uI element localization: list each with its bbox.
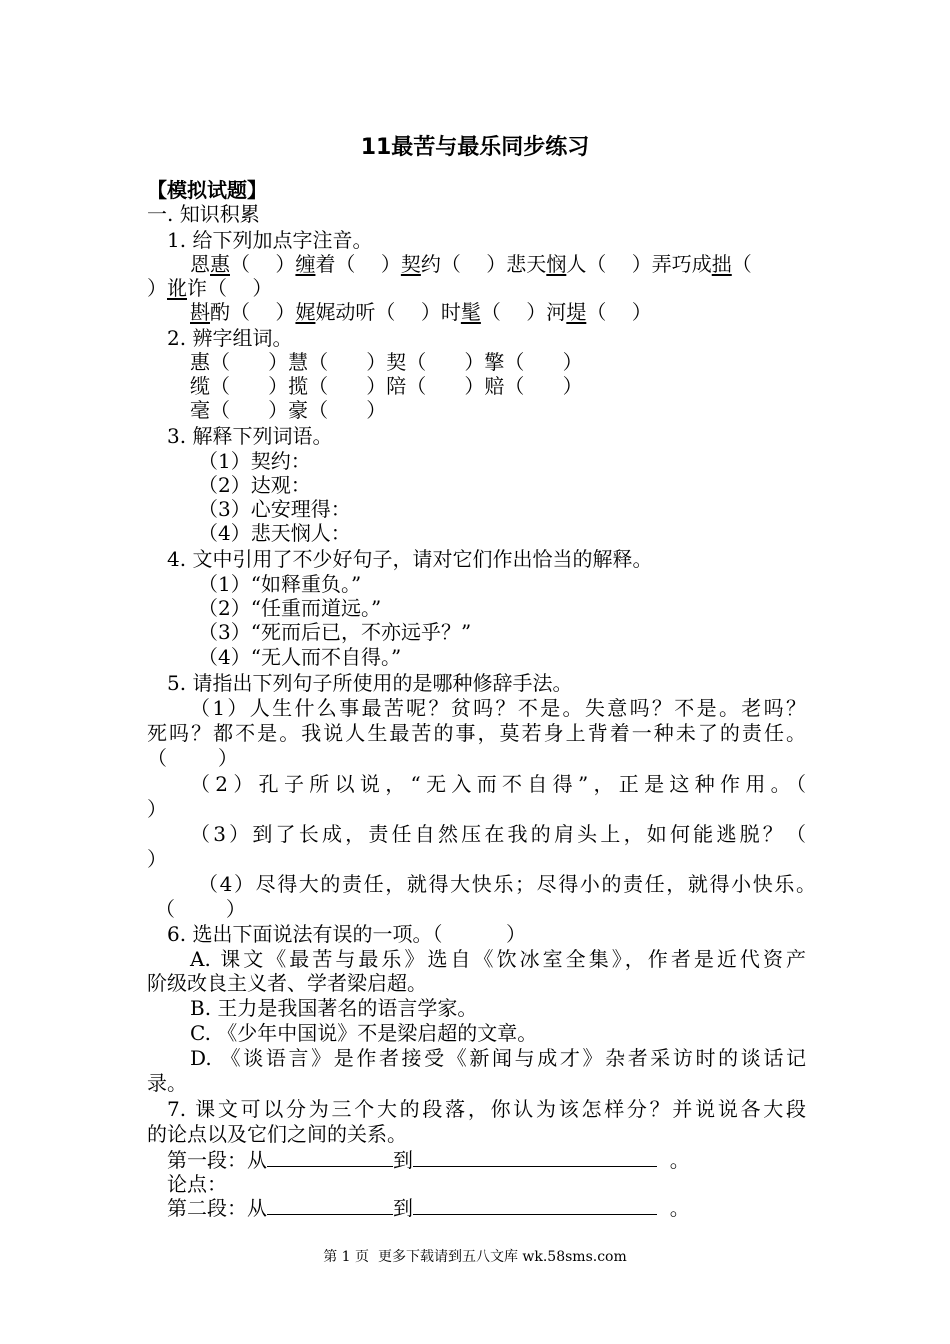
question-5-item-2-close: ） (147, 797, 167, 821)
section-heading: 【模拟试题】 (147, 178, 267, 202)
question-3-item: （2）达观： (198, 473, 311, 497)
answer-blank[interactable] (413, 1196, 657, 1215)
question-7-segment-2: 第二段：从 到 。 (167, 1196, 690, 1220)
question-5-item-1-line-1: （1）人生什么事最苦呢？贫吗？不是。失意吗？不是。老吗？ (190, 696, 806, 720)
question-4-item: （2）“任重而道远。” (198, 596, 382, 620)
question-4-item: （4）“无人而不自得。” (198, 645, 402, 669)
question-5-item-4-answer: （ ） (155, 897, 246, 921)
question-1-row-1-cont: ）讹诈（ ） (147, 276, 273, 300)
answer-blank[interactable] (413, 1148, 657, 1167)
question-3-item: （3）心安理得： (198, 497, 351, 521)
question-7-segment-1: 第一段：从 到 。 (167, 1148, 690, 1172)
question-6-option-a-line-1: A. 课文《最苦与最乐》选自《饮冰室全集》，作者是近代资产 (190, 947, 806, 971)
part-heading: 一. 知识积累 (147, 202, 260, 226)
question-5-item-1-line-2: 死吗？都不是。我说人生最苦的事，莫若身上背着一种未了的责任。 (147, 721, 806, 745)
question-6-option-a-line-2: 阶级改良主义者、学者梁启超。 (147, 971, 427, 995)
question-4-stem: 4. 文中引用了不少好句子，请对它们作出恰当的解释。 (167, 547, 653, 571)
question-1-row-2: 斟酌（ ）娓娓动听（ ）时髦（ ）河堤（ ） (190, 300, 652, 324)
question-2-row: 惠（ ）慧（ ）契（ ）擎（ ） (190, 350, 583, 374)
question-3-item: （4）悲天悯人： (198, 521, 351, 545)
question-2-row: 缆（ ）揽（ ）陪（ ）赔（ ） (190, 374, 583, 398)
question-6-option-c: C. 《少年中国说》不是梁启超的文章。 (190, 1021, 538, 1045)
question-1-row-1: 恩惠（ ）缠着（ ）契约（ ）悲天悯人（ ）弄巧成拙（ (190, 252, 752, 276)
question-7-stem-line-1: 7. 课文可以分为三个大的段落，你认为该怎样分？并说说各大段 (167, 1097, 806, 1121)
question-2-row: 毫（ ）豪（ ） (190, 398, 387, 422)
question-6-option-d-line-2: 录。 (147, 1071, 187, 1095)
question-6-option-d-line-1: D. 《谈语言》是作者接受《新闻与成才》杂者采访时的谈话记 (190, 1046, 806, 1070)
question-4-item: （3）“死而后已，不亦远乎？” (198, 620, 472, 644)
question-1-stem: 1. 给下列加点字注音。 (167, 228, 373, 252)
page-title: 11最苦与最乐同步练习 (360, 135, 590, 160)
question-7-point: 论点： (167, 1172, 227, 1196)
question-2-stem: 2. 辨字组词。 (167, 326, 293, 350)
page-footer: 第 1 页 更多下载请到五八文库 wk.58sms.com (323, 1249, 627, 1265)
question-7-stem-line-2: 的论点以及它们之间的关系。 (147, 1122, 407, 1146)
question-5-stem: 5. 请指出下列句子所使用的是哪种修辞手法。 (167, 671, 573, 695)
question-6-option-b: B. 王力是我国著名的语言学家。 (190, 996, 478, 1020)
answer-blank[interactable] (267, 1148, 393, 1167)
question-5-item-3-close: ） (147, 847, 167, 871)
question-5-item-4: （4）尽得大的责任，就得大快乐；尽得小的责任，就得小快乐。 (198, 872, 816, 896)
question-6-stem: 6. 选出下面说法有误的一项。（ ） (167, 922, 527, 946)
question-5-item-3: （3）到了长成，责任自然压在我的肩头上，如何能逃脱？（ (190, 822, 806, 846)
question-3-item: （1）契约： (198, 449, 311, 473)
question-4-item: （1）“如释重负。” (198, 572, 362, 596)
question-3-stem: 3. 解释下列词语。 (167, 424, 333, 448)
answer-blank[interactable] (267, 1196, 393, 1215)
question-5-item-1-answer: （ ） (147, 746, 238, 770)
question-5-item-2: （2）孔子所以说，“无入而不自得”，正是这种作用。（ (190, 772, 806, 796)
